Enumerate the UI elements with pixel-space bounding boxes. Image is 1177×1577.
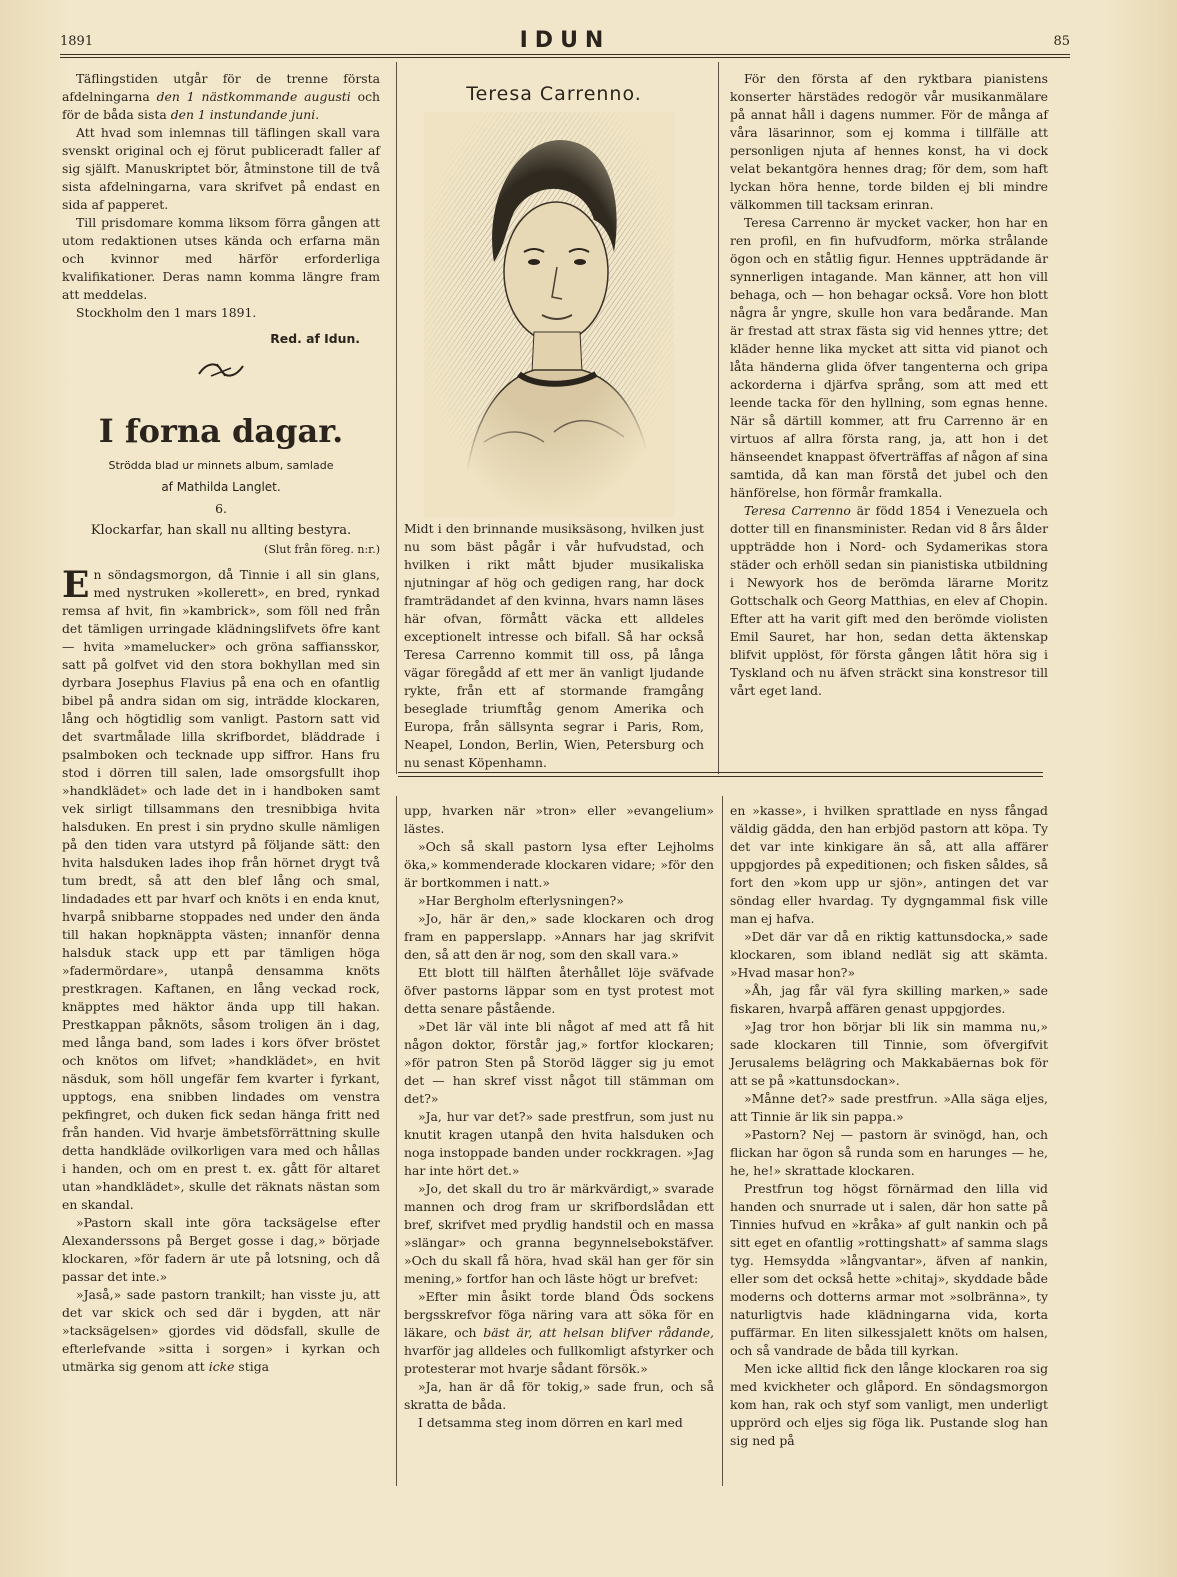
feature-column — [404, 82, 704, 106]
feature-bottom-rule — [398, 772, 1043, 773]
story-paragraph: »Pastorn? Nej — pastorn är svinögd, han, och flickan har ögon så runda som en harunges — he, he, he!» skrattade klockaren. — [730, 1127, 1048, 1178]
story-text-col1 — [62, 566, 380, 1376]
column-divider-1 — [396, 62, 397, 774]
feature-paragraph: För den första af den ryktbara pianistens konserter härstädes redogör vår musikanmälare på annat håll i dagens nummer. För de många af våra läsarinnor, som ej komma i tillfälle att personligen njuta af hennes konst, ha vi dock velat bekantgöra hennes drag; för dem, som haft lyckan höra henne, torde bilden ej bli mindre välkommen till tacksam erinran. — [730, 71, 1048, 212]
page-header — [60, 28, 1070, 52]
page-number: 85 — [1053, 34, 1070, 49]
story-paragraph: »Jag tror hon börjar bli lik sin mamma nu,» sade klockaren till Tinnie, som öfvergifvit Jerusalems belägring och Makkabäernas bok för att se på »kattunsdockan». — [730, 1019, 1048, 1088]
story-paragraph: »Jo, här är den,» sade klockaren och drog fram en papperslapp. »Annars har jag skrifvit den, så att den är nog, som den skall vara.» — [404, 911, 714, 962]
story-paragraph: »Pastorn skall inte göra tacksägelse efter Alexanderssons på Berget gosse i dag,» började klockaren, »för fadern är ute på lotsning, och då passar det inte.» — [62, 1215, 380, 1284]
portrait-engraving — [424, 112, 674, 517]
story-paragraph: »Efter min åsikt torde bland Öds sockens bergsskrefvor föga näring vara att söka för en läkare, och bäst är, att helsan blifver rådande, hvarför jag alldeles och fullkomligt afstyrker och protesterar mot hvarje sådant försök.» — [404, 1289, 714, 1376]
story-paragraph: upp, hvarken när »tron» eller »evangelium» lästes. — [404, 803, 714, 836]
story-subtitle: Strödda blad ur minnets album, samlade — [108, 459, 334, 472]
header-year: 1891 — [60, 34, 94, 49]
story-paragraph: »Och så skall pastorn lysa efter Lejholms öka,» kommenderade klockaren vidare; »för den är bortkommen i natt.» — [404, 839, 714, 890]
story-paragraph: Men icke alltid fick den långe klockaren roa sig med kvickheter och glåpord. En söndagsmorgon kom han, rak och styf som vanligt, men underligt upprörd och eljes sig föga lik. Pustande slog han sig ned på — [730, 1361, 1048, 1448]
feature-right-text — [730, 70, 1048, 700]
header-rule — [60, 54, 1070, 55]
story-text-col3 — [730, 802, 1048, 1450]
notice-paragraph: Täflingstiden utgår för de trenne första afdelningarna den 1 nästkommande augusti och för de båda sista den 1 instundande juni. — [62, 71, 381, 122]
continued-note: (Slut från föreg. n:r.) — [264, 543, 380, 556]
notice-paragraph: Till prisdomare komma liksom förra gången att utom redaktionen utses kända och erfarna män och kvinnor med härför erforderliga kvalifikationer. Deras namn komma längre fram att meddelas. — [62, 215, 380, 302]
flourish-icon — [191, 356, 251, 382]
editor-signature: Red. af Idun. — [270, 331, 360, 346]
feature-intro-text — [404, 520, 704, 772]
column-divider-4 — [722, 796, 723, 1486]
feature-title: Teresa Carrenno. — [466, 83, 642, 105]
column-left — [62, 70, 380, 1376]
header-rule-thin — [60, 57, 1070, 58]
feature-paragraph: Teresa Carrenno är född 1854 i Venezuela och dotter till en finansminister. Redan vid 8 års ålder uppträdde hon i Nord- och Sydamerikas stora städer och erhöll sedan sin pianistiska utbildning i Newyork hos de berömda lärarne Moritz Gottschalk och Georg Matthias, en elev af Chopin. Efter att ha varit gift med den berömde violisten Emil Sauret, har hon, sedan detta äktenskap blifvit upplöst, för första gången låtit höra sig i Tyskland och nu äfven sträckt sina konstresor till vårt eget land. — [730, 503, 1048, 698]
column-divider-3 — [396, 796, 397, 1486]
story-paragraph: »Månne det?» sade prestfrun. »Alla säga eljes, att Tinnie är lik sin pappa.» — [730, 1091, 1048, 1124]
story-paragraph: »Det lär väl inte bli något af med att få hit någon doktor, förstår jag,» fortfor klockaren; »för patron Sten på Storöd lägger sig ju emot det — han skref visst något till stämman om det?» — [404, 1019, 714, 1106]
story-paragraph: »Ja, han är då för tokig,» sade frun, och så skratta de båda. — [404, 1379, 714, 1412]
story-text-col2 — [404, 802, 714, 1432]
story-paragraph: Ett blott till hälften återhållet löje sväfvade öfver pastorns läppar som en tyst protest mot detta senare påstående. — [404, 965, 714, 1016]
ornament-divider — [62, 356, 380, 400]
story-paragraph: »Det där var då en riktig kattunsdocka,» sade klockaren, som ibland nedlät sig att skämta. »Hvad masar hon?» — [730, 929, 1048, 980]
story-author: af Mathilda Langlet. — [161, 480, 281, 494]
feature-bottom-rule-2 — [398, 776, 1043, 777]
competition-notice — [62, 70, 380, 322]
chapter-number: 6. — [215, 501, 227, 516]
story-paragraph: »Har Bergholm efterlysningen?» — [418, 893, 624, 908]
notice-paragraph: Stockholm den 1 mars 1891. — [76, 305, 257, 320]
notice-paragraph: Att hvad som inlemnas till täflingen skall vara svenskt original och ej förut publiceradt faller af sig själft. Manuskriptet bör, åtminstone till de två sista afdelningarna, vara skrifvet på endast en sida af papperet. — [62, 125, 380, 212]
story-paragraph: en »kasse», i hvilken sprattlade en nyss fångad väldig gädda, den han erbjöd pastorn att köpa. Ty det var inte kinkigare än så, att alla affärer uppgjordes på expeditionen; och fisken såldes, så fort den »kom upp ur sjön», antingen det var söndag eller hvardag. Ty dygngammal fisk ville man ej hafva. — [730, 803, 1048, 926]
story-title: I forna dagar. — [98, 412, 344, 450]
story-paragraph: »Jaså,» sade pastorn trankilt; han visste ju, att det var skick och sed där i bygden, att när »tacksägelsen» gjordes vid dödsfall, skulle de efterlefvande »sitta i sorgen» i kyrkan och utmärka sig genom att icke stiga — [62, 1287, 380, 1374]
story-paragraph: »Jo, det skall du tro är märkvärdigt,» svarade mannen och drog fram ur skrifbordslådan ett bref, skrifvet med prydlig handstil och en massa »slängar» och granna begynnelsebokstäfver. »Och du skall få höra, hvad skäl han ger för sin mening,» fortfor han och läste högt ur brefvet: — [404, 1181, 714, 1286]
feature-paragraph: Midt i den brinnande musiksäsong, hvilken just nu som bäst pågår i vår hufvudstad, och hvilken i rikt mått bjuder musikaliska njutningar af hög och gedigen rang, har dock framträdandet af den kvinna, hvars namn läses här ofvan, förmått väcka ett alldeles exceptionelt intresse och bifall. Så har också Teresa Carrenno kommit till oss, på långa vägar föregådd af ett mer än vanligt ljudande rykte, från ett af stormande framgång beseglade triumftåg genom Amerika och Europa, från sällsynta segrar i Paris, Rom, Neapel, London, Berlin, Wien, Petersburg och nu senast Köpenhamn. — [404, 521, 704, 770]
drop-cap: E — [62, 564, 90, 606]
masthead-title: IDUN — [519, 28, 611, 53]
chapter-title: Klockarfar, han skall nu allting bestyra. — [90, 523, 352, 538]
story-paragraph: n söndagsmorgon, då Tinnie i all sin glans, med nystruken »kollerett», en bred, rynkad remsa af hvit, fin »kambrick», som föll ned från det tämligen urringade klädningslifvets öfre kant — hvita »mamelucker» och gröna saffiansskor, satt på golfvet vid den stora bokhyllan med sin dyrbara Josephus Flavius på ena och en ofantlig bibel på andra sidan om sig, inträdde klockaren, lång och högtidlig som vanligt. Pastorn satt vid det svartmålade lilla skrifbordet, bläddrade i psalmboken och tecknade upp siffror. Hans fru stod i dörren till salen, lade omsorgsfullt ihop »handklädet» och lade det in i handboken samt vek sirligt tillsammans den tresnibbiga hvita halsduken. En prest i sin prydno skulle nämligen på den tiden vara utstyrd på följande sätt: den hvita halsduken lades ihop från hörnet drygt två tum bredt, så att den blef lång och smal, lindadades ett par hvarf och knöts i en enda knut, hvarpå snibbarne stoppades ned under den ända till hakan hopknäppta västen; innanför denna halsduk stack upp ett par tämligen höga »fadermördare», utanpå densamma knöts prestkragen. Kaftanen, en lång veckad rock, knäpptes med häktor ända upp till hakan. Prestkappan påknöts, såsom troligen än i dag, med långa band, som lades i kors öfver bröstet och knötos om lifvet; »handklädet», en hvit näsduk, som höll ungefär fem kvarter i fyrkant, upptogs, ena snibben lindades om venstra pekfingret, och duken fick sedan hänga fritt ned från handen. Vid hvarje ämbetsförrättning skulle detta handkläde ovilkorligen vara med och hållas i handen, och om en prest t. ex. gått för altaret utan »handklädet», skulle det räknats nästan som en skandal. — [62, 567, 380, 1212]
column-divider-2 — [718, 62, 719, 774]
story-paragraph: »Åh, jag får väl fyra skilling marken,» sade fiskaren, hvarpå affären genast uppgjordes. — [730, 983, 1048, 1016]
feature-paragraph: Teresa Carrenno är mycket vacker, hon har en ren profil, en fin hufvudform, mörka strålande ögon och en ståtlig figur. Hennes uppträdande är synnerligen intagande. Man känner, att hon vill behaga, och — hon behagar också. Vore hon blott några år yngre, skulle hon vara bedårande. Man är frestad att strax fästa sig vid hennes yttre; det kläder henne lika mycket att sitta vid pianot och låta händerna glida öfver tangenterna och gripa ackorderna i djärfva språng, som att med ett leende tacka för den hyllning, som egnas henne. När så därtill kommer, att fru Carrenno är en virtuos af allra första rang, ja, att hon i det hänseendet knappast öfverträffas af någon af sina samtida, då kan man förstå det jubel och den hänförelse, hon förmår framkalla. — [730, 215, 1048, 500]
story-paragraph: »Ja, hur var det?» sade prestfrun, som just nu knutit kragen utanpå den hvita halsduken och noga instoppade banden under rockkragen. »Jag har inte hört det.» — [404, 1109, 714, 1178]
story-paragraph: I detsamma steg inom dörren en karl med — [418, 1415, 683, 1430]
story-paragraph: Prestfrun tog högst förnärmad den lilla vid handen och snurrade ut i salen, där hon satte på Tinnies hufvud en »kråka» af gult nankin och på sitt eget en ofantlig »rottingshatt» af samma slags tyg. Hemsydda »långvantar», äfven af nankin, eller som det också hette »chitaj», skyddade både moderns och dotterns armar mot »solbränna», ty naturligtvis hade klädningarna vida, korta puffärmar. En liten silkessjalett knöts om halsen, och så vandrade de båda till kyrkan. — [730, 1181, 1048, 1358]
